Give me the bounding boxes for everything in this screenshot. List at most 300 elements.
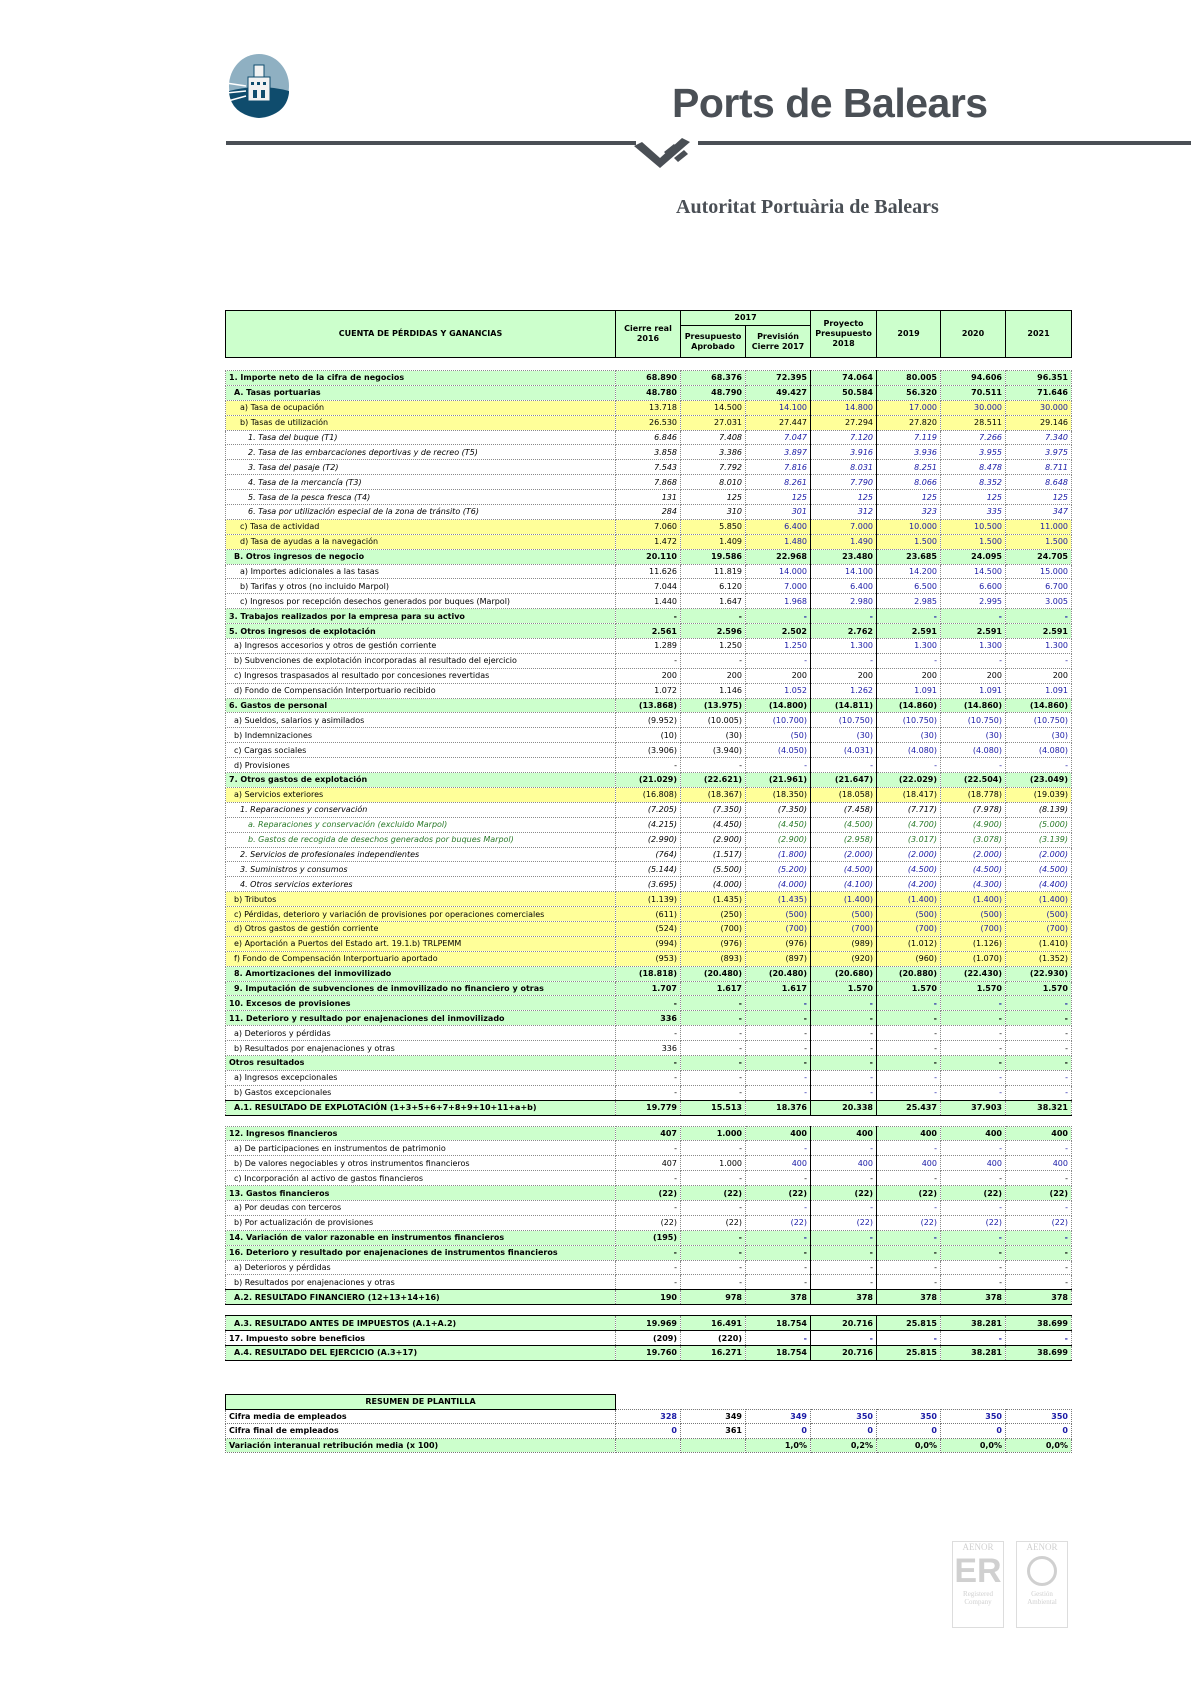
value-cell: - [877, 996, 941, 1011]
value-cell: (1.400) [941, 892, 1006, 907]
table-row [226, 534, 1072, 549]
value-cell: - [877, 1275, 941, 1290]
value-cell: (500) [941, 907, 1006, 922]
table-row [226, 1126, 1072, 1141]
row-label: a) Por deudas con terceros [226, 1200, 616, 1215]
row-label: A.2. RESULTADO FINANCIERO (12+13+14+16) [226, 1290, 616, 1305]
value-cell: 336 [616, 1041, 681, 1056]
table-row [226, 951, 1072, 966]
value-cell: 131 [616, 490, 681, 505]
value-cell: 16.491 [681, 1316, 746, 1331]
row-label: a) Ingresos accesorios y otros de gestión corriente [226, 639, 616, 654]
lighthouse-logo-icon [226, 53, 292, 119]
value-cell: 200 [1006, 668, 1072, 683]
value-cell: (500) [746, 907, 811, 922]
value-cell: 14.000 [746, 564, 811, 579]
row-label: d) Provisiones [226, 758, 616, 773]
value-cell: 7.000 [746, 579, 811, 594]
value-cell: (18.778) [941, 787, 1006, 802]
row-label: b) Subvenciones de explotación incorporadas al resultado del ejercicio [226, 653, 616, 668]
brand-chevron-icon [634, 138, 704, 178]
value-cell: 18.376 [746, 1100, 811, 1115]
row-label: e) Aportación a Puertos del Estado art. 19.1.b) TRLPEMM [226, 936, 616, 951]
value-cell: (2.958) [811, 832, 877, 847]
value-cell: (22.029) [877, 773, 941, 788]
value-cell: - [811, 1011, 877, 1026]
row-label: a) Deterioros y pérdidas [226, 1026, 616, 1041]
table-row [226, 698, 1072, 713]
value-cell: 978 [681, 1290, 746, 1305]
value-cell: 72.395 [746, 371, 811, 386]
value-cell: - [877, 1011, 941, 1026]
value-cell: (22) [811, 1186, 877, 1201]
value-cell: 2.596 [681, 624, 746, 639]
value-cell: 125 [877, 490, 941, 505]
value-cell: 0 [1006, 1424, 1072, 1439]
value-cell: - [746, 1055, 811, 1070]
row-label: b) De valores negociables y otros instrumentos financieros [226, 1156, 616, 1171]
value-cell: 1.300 [1006, 639, 1072, 654]
value-cell: - [746, 609, 811, 624]
value-cell: 7.408 [681, 430, 746, 445]
value-cell: (700) [1006, 921, 1072, 936]
value-cell: 200 [681, 668, 746, 683]
value-cell: - [616, 1260, 681, 1275]
table-row [226, 936, 1072, 951]
value-cell: (21.029) [616, 773, 681, 788]
value-cell: 7.060 [616, 519, 681, 534]
value-cell: - [941, 1070, 1006, 1085]
value-cell: 11.626 [616, 564, 681, 579]
cert-mark: ER [954, 1552, 1002, 1590]
value-cell: 6.400 [746, 519, 811, 534]
value-cell: (7.350) [746, 802, 811, 817]
value-cell: - [811, 609, 877, 624]
value-cell: (4.500) [877, 862, 941, 877]
table-row [226, 1085, 1072, 1100]
value-cell: 23.480 [811, 549, 877, 564]
value-cell: (3.906) [616, 743, 681, 758]
value-cell: - [1006, 758, 1072, 773]
value-cell: (897) [746, 951, 811, 966]
value-cell: 8.478 [941, 460, 1006, 475]
value-cell: 0 [746, 1424, 811, 1439]
value-cell: (30) [681, 728, 746, 743]
row-label: a. Reparaciones y conservación (excluido Marpol) [226, 817, 616, 832]
value-cell: (2.990) [616, 832, 681, 847]
row-label: B. Otros ingresos de negocio [226, 549, 616, 564]
value-cell: (4.400) [1006, 877, 1072, 892]
value-cell: 2.980 [811, 594, 877, 609]
table-row [226, 921, 1072, 936]
value-cell: 27.820 [877, 415, 941, 430]
row-label: c) Tasa de actividad [226, 519, 616, 534]
value-cell: (1.070) [941, 951, 1006, 966]
value-cell [681, 1438, 746, 1453]
value-cell: 1.500 [1006, 534, 1072, 549]
table-row [226, 609, 1072, 624]
value-cell: 2.591 [877, 624, 941, 639]
value-cell: 378 [746, 1290, 811, 1305]
value-cell: 1.570 [941, 981, 1006, 996]
value-cell: 200 [616, 668, 681, 683]
col-header-2019: 2019 [877, 311, 941, 358]
table-row [226, 713, 1072, 728]
table-row [226, 594, 1072, 609]
value-cell: (22) [811, 1215, 877, 1230]
table-row [226, 743, 1072, 758]
value-cell: 7.868 [616, 475, 681, 490]
value-cell: 14.800 [811, 400, 877, 415]
value-cell: - [616, 1026, 681, 1041]
value-cell: - [941, 1026, 1006, 1041]
value-cell: 1.617 [746, 981, 811, 996]
table-row [226, 1245, 1072, 1260]
value-cell: (4.300) [941, 877, 1006, 892]
value-cell: 30.000 [941, 400, 1006, 415]
row-label: Cifra final de empleados [226, 1424, 616, 1439]
value-cell: (700) [746, 921, 811, 936]
value-cell: 400 [1006, 1156, 1072, 1171]
pnl-header [225, 310, 1072, 358]
table-row [226, 505, 1072, 520]
table-row [226, 1100, 1072, 1115]
value-cell: - [616, 1141, 681, 1156]
value-cell: 6.400 [811, 579, 877, 594]
value-cell: (250) [681, 907, 746, 922]
value-cell: 125 [941, 490, 1006, 505]
value-cell: - [1006, 653, 1072, 668]
spacer-row [226, 1305, 1072, 1316]
value-cell: 2.561 [616, 624, 681, 639]
value-cell: (893) [681, 951, 746, 966]
value-cell: - [1006, 1070, 1072, 1085]
value-cell: - [941, 1085, 1006, 1100]
row-label: b) Tarifas y otros (no incluido Marpol) [226, 579, 616, 594]
value-cell: 19.779 [616, 1100, 681, 1115]
row-label: a) De participaciones en instrumentos de patrimonio [226, 1141, 616, 1156]
value-cell: - [1006, 1141, 1072, 1156]
row-label: d) Fondo de Compensación Interportuario recibido [226, 683, 616, 698]
table-row [226, 1026, 1072, 1041]
row-label: c) Ingresos por recepción desechos generados por buques (Marpol) [226, 594, 616, 609]
value-cell: 347 [1006, 505, 1072, 520]
value-cell: 14.100 [746, 400, 811, 415]
value-cell: 284 [616, 505, 681, 520]
value-cell: 1.300 [941, 639, 1006, 654]
value-cell: - [941, 1260, 1006, 1275]
value-cell: - [811, 1200, 877, 1215]
value-cell: 400 [1006, 1126, 1072, 1141]
row-label: c) Incorporación al activo de gastos financieros [226, 1171, 616, 1186]
value-cell: 125 [746, 490, 811, 505]
value-cell: (14.860) [877, 698, 941, 713]
value-cell: (7.978) [941, 802, 1006, 817]
plantilla-row [226, 1409, 1072, 1424]
value-cell: - [811, 1230, 877, 1245]
row-label: d) Tasa de ayudas a la navegación [226, 534, 616, 549]
value-cell: - [877, 1331, 941, 1346]
table-row [226, 683, 1072, 698]
value-cell: 7.044 [616, 579, 681, 594]
value-cell: (4.500) [1006, 862, 1072, 877]
value-cell: (18.058) [811, 787, 877, 802]
value-cell: 38.281 [941, 1346, 1006, 1361]
value-cell: 23.685 [877, 549, 941, 564]
row-label: 6. Tasa por utilización especial de la zona de tránsito (T6) [226, 505, 616, 520]
value-cell: - [941, 996, 1006, 1011]
value-cell: (14.860) [1006, 698, 1072, 713]
row-label: b) Resultados por enajenaciones y otras [226, 1275, 616, 1290]
value-cell: (10.750) [811, 713, 877, 728]
row-label: 3. Suministros y consumos [226, 862, 616, 877]
value-cell: (1.800) [746, 847, 811, 862]
value-cell: 2.591 [941, 624, 1006, 639]
value-cell: 301 [746, 505, 811, 520]
table-row [226, 966, 1072, 981]
value-cell: (953) [616, 951, 681, 966]
value-cell: - [941, 653, 1006, 668]
table-row [226, 1331, 1072, 1346]
value-cell: - [746, 758, 811, 773]
value-cell: (20.480) [681, 966, 746, 981]
value-cell: 8.066 [877, 475, 941, 490]
value-cell: 38.699 [1006, 1316, 1072, 1331]
value-cell: (14.800) [746, 698, 811, 713]
value-cell: (18.818) [616, 966, 681, 981]
value-cell: (4.215) [616, 817, 681, 832]
value-cell: 1.000 [681, 1126, 746, 1141]
table-row [226, 1141, 1072, 1156]
plantilla-row [226, 1438, 1072, 1453]
value-cell: (700) [877, 921, 941, 936]
value-cell: (209) [616, 1331, 681, 1346]
table-row [226, 1070, 1072, 1085]
value-cell: 71.646 [1006, 385, 1072, 400]
value-cell: 7.120 [811, 430, 877, 445]
value-cell: - [616, 1055, 681, 1070]
row-label: 8. Amortizaciones del inmovilizado [226, 966, 616, 981]
value-cell: (22) [877, 1186, 941, 1201]
table-row [226, 624, 1072, 639]
value-cell: (22.430) [941, 966, 1006, 981]
value-cell: (4.080) [877, 743, 941, 758]
row-label: Otros resultados [226, 1055, 616, 1070]
value-cell: 400 [746, 1126, 811, 1141]
value-cell: - [746, 653, 811, 668]
value-cell: (1.400) [877, 892, 941, 907]
col-header-2021: 2021 [1006, 311, 1072, 358]
value-cell: (2.000) [941, 847, 1006, 862]
row-label: 9. Imputación de subvenciones de inmovilizado no financiero y otras [226, 981, 616, 996]
table-row [226, 490, 1072, 505]
value-cell: (1.400) [1006, 892, 1072, 907]
value-cell: (5.000) [1006, 817, 1072, 832]
row-label: 5. Otros ingresos de explotación [226, 624, 616, 639]
value-cell: (14.860) [941, 698, 1006, 713]
value-cell: 0 [811, 1424, 877, 1439]
value-cell: - [616, 609, 681, 624]
value-cell: (4.031) [811, 743, 877, 758]
table-row [226, 907, 1072, 922]
value-cell: (4.700) [877, 817, 941, 832]
table-row [226, 1171, 1072, 1186]
value-cell: 350 [811, 1409, 877, 1424]
value-cell: 336 [616, 1011, 681, 1026]
table-row [226, 1041, 1072, 1056]
value-cell: 378 [811, 1290, 877, 1305]
value-cell: - [877, 653, 941, 668]
value-cell: - [877, 1141, 941, 1156]
table-row [226, 847, 1072, 862]
value-cell: - [811, 1041, 877, 1056]
value-cell: 17.000 [877, 400, 941, 415]
value-cell: 400 [941, 1156, 1006, 1171]
value-cell: (4.000) [746, 877, 811, 892]
value-cell: - [1006, 996, 1072, 1011]
value-cell: 6.700 [1006, 579, 1072, 594]
value-cell: 26.530 [616, 415, 681, 430]
value-cell: (1.400) [811, 892, 877, 907]
value-cell: 14.100 [811, 564, 877, 579]
row-label: A.4. RESULTADO DEL EJERCICIO (A.3+17) [226, 1346, 616, 1361]
value-cell: 1.250 [681, 639, 746, 654]
row-label: b) Por actualización de provisiones [226, 1215, 616, 1230]
value-cell: 125 [681, 490, 746, 505]
value-cell: - [616, 996, 681, 1011]
value-cell: - [746, 1275, 811, 1290]
value-cell: 25.815 [877, 1346, 941, 1361]
value-cell: - [811, 1070, 877, 1085]
value-cell: 6.500 [877, 579, 941, 594]
value-cell: 350 [1006, 1409, 1072, 1424]
value-cell: 96.351 [1006, 371, 1072, 386]
value-cell: 56.320 [877, 385, 941, 400]
value-cell: 6.600 [941, 579, 1006, 594]
value-cell: - [681, 1070, 746, 1085]
value-cell: (4.080) [941, 743, 1006, 758]
value-cell: 38.699 [1006, 1346, 1072, 1361]
value-cell: 18.754 [746, 1316, 811, 1331]
value-cell: (22) [1006, 1186, 1072, 1201]
value-cell: 400 [941, 1126, 1006, 1141]
value-cell: - [941, 1230, 1006, 1245]
value-cell: (23.049) [1006, 773, 1072, 788]
row-label: a) Deterioros y pérdidas [226, 1260, 616, 1275]
value-cell: 7.543 [616, 460, 681, 475]
value-cell: (1.435) [681, 892, 746, 907]
value-cell: (700) [811, 921, 877, 936]
value-cell: (7.350) [681, 802, 746, 817]
value-cell: - [1006, 1055, 1072, 1070]
value-cell: 328 [616, 1409, 681, 1424]
value-cell: 349 [746, 1409, 811, 1424]
value-cell: 0,2% [811, 1438, 877, 1453]
table-row [226, 475, 1072, 490]
value-cell: 1.570 [1006, 981, 1072, 996]
value-cell: - [681, 1200, 746, 1215]
value-cell: 27.447 [746, 415, 811, 430]
value-cell: 323 [877, 505, 941, 520]
value-cell: (2.000) [811, 847, 877, 862]
col-header-2020: 2020 [941, 311, 1006, 358]
value-cell: 1.000 [681, 1156, 746, 1171]
value-cell: (22) [877, 1215, 941, 1230]
value-cell: - [1006, 609, 1072, 624]
value-cell: 22.968 [746, 549, 811, 564]
value-cell: 312 [811, 505, 877, 520]
table-row [226, 385, 1072, 400]
value-cell: (994) [616, 936, 681, 951]
table-row [226, 445, 1072, 460]
value-cell: (4.900) [941, 817, 1006, 832]
value-cell: - [941, 1200, 1006, 1215]
value-cell: 30.000 [1006, 400, 1072, 415]
table-row [226, 430, 1072, 445]
value-cell: - [877, 1041, 941, 1056]
value-cell: 350 [941, 1409, 1006, 1424]
value-cell: 10.500 [941, 519, 1006, 534]
value-cell: 50.584 [811, 385, 877, 400]
value-cell: 400 [877, 1156, 941, 1171]
value-cell: (960) [877, 951, 941, 966]
value-cell: 400 [811, 1126, 877, 1141]
table-row [226, 579, 1072, 594]
value-cell: 1.300 [811, 639, 877, 654]
value-cell: 1.052 [746, 683, 811, 698]
row-label: c) Cargas sociales [226, 743, 616, 758]
value-cell: - [1006, 1085, 1072, 1100]
value-cell: 378 [941, 1290, 1006, 1305]
value-cell: - [877, 609, 941, 624]
row-label: b) Resultados por enajenaciones y otras [226, 1041, 616, 1056]
value-cell: 200 [877, 668, 941, 683]
value-cell: - [616, 653, 681, 668]
value-cell: 5.850 [681, 519, 746, 534]
row-label: b) Gastos excepcionales [226, 1085, 616, 1100]
value-cell: 1.490 [811, 534, 877, 549]
value-cell: - [681, 1011, 746, 1026]
table-row [226, 1316, 1072, 1331]
value-cell: - [681, 1026, 746, 1041]
value-cell: 6.120 [681, 579, 746, 594]
table-row [226, 728, 1072, 743]
row-label: 4. Otros servicios exteriores [226, 877, 616, 892]
value-cell: (4.100) [811, 877, 877, 892]
value-cell: (10.750) [1006, 713, 1072, 728]
value-cell: - [941, 1041, 1006, 1056]
value-cell: 400 [877, 1126, 941, 1141]
value-cell: 11.000 [1006, 519, 1072, 534]
value-cell: (14.811) [811, 698, 877, 713]
value-cell: 8.711 [1006, 460, 1072, 475]
table-row [226, 1055, 1072, 1070]
table-row [226, 460, 1072, 475]
value-cell: (4.500) [811, 817, 877, 832]
value-cell: 1.707 [616, 981, 681, 996]
value-cell: 1.262 [811, 683, 877, 698]
value-cell: - [1006, 1230, 1072, 1245]
value-cell: 3.975 [1006, 445, 1072, 460]
value-cell: (21.647) [811, 773, 877, 788]
value-cell: - [877, 1230, 941, 1245]
value-cell: 7.266 [941, 430, 1006, 445]
value-cell: 15.513 [681, 1100, 746, 1115]
value-cell: 400 [811, 1156, 877, 1171]
value-cell: 2.985 [877, 594, 941, 609]
value-cell: - [746, 1041, 811, 1056]
value-cell: (611) [616, 907, 681, 922]
